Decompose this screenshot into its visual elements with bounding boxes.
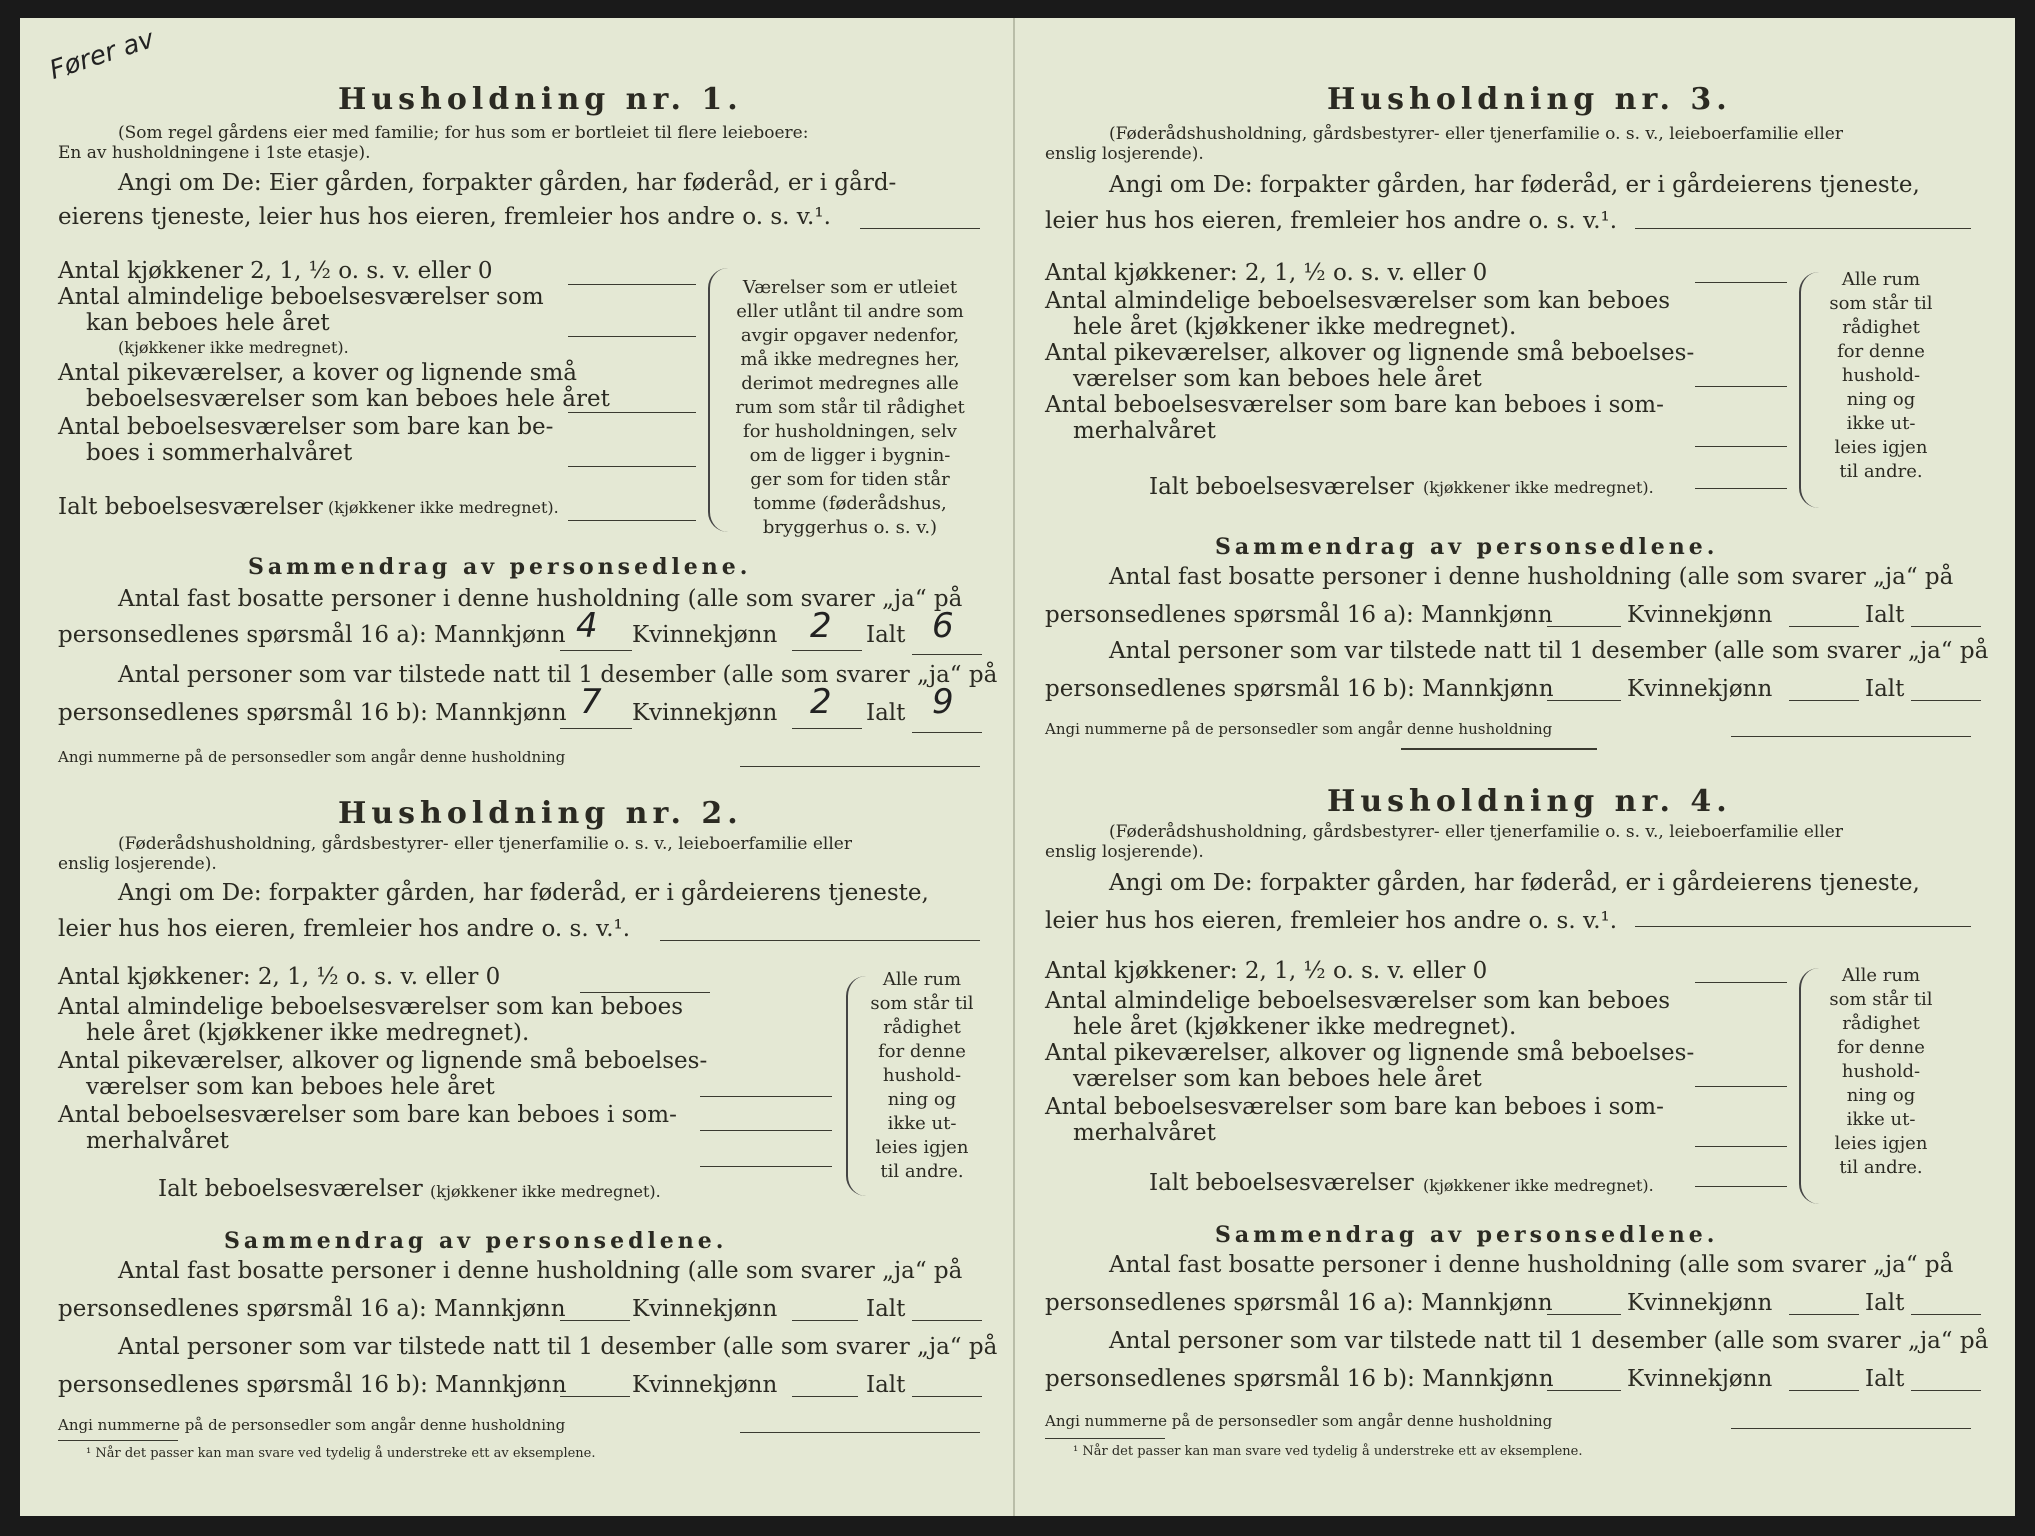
h3-mann-b-line bbox=[1547, 700, 1621, 701]
h2-ialt-note: (kjøkkener ikke medregnet). bbox=[430, 1182, 661, 1201]
h1-tilstede-line2: personsedlenes spørsmål 16 b): Mannkjønn bbox=[58, 700, 567, 726]
h4-almindelige-label-1: Antal almindelige beboelsesværelser som kan beboes bbox=[1045, 988, 1671, 1014]
h3-almindelige-label-2: hele året (kjøkkener ikke medregnet). bbox=[1073, 314, 1517, 340]
h3-kvinne-a-line bbox=[1789, 626, 1859, 627]
h3-pike-line bbox=[1695, 386, 1787, 387]
h4-angi-line2: leier hus hos eieren, fremleier hos andre o. s. v.¹. bbox=[1045, 908, 1618, 934]
h4-fast-line1: Antal fast bosatte personer i denne husholdning (alle som svarer „ja“ på bbox=[1109, 1252, 1954, 1278]
h4-ialt-b-label: Ialt bbox=[1865, 1366, 1905, 1392]
h2-ialt-a-label: Ialt bbox=[866, 1296, 906, 1322]
h3-ialt-b-label: Ialt bbox=[1865, 676, 1905, 702]
h1-pike-label-1: Antal pikeværelser, a kover og lignende små bbox=[58, 360, 577, 386]
corner-handwritten-note: Fører av bbox=[46, 24, 158, 86]
h1-kvinne-a-value: 2 bbox=[810, 606, 832, 646]
h4-nummerne-line bbox=[1731, 1428, 1971, 1429]
h2-angi-answer-line bbox=[660, 940, 980, 941]
h3-ialt-b-line bbox=[1911, 700, 1981, 701]
h2-pike-label-1: Antal pikeværelser, alkover og lignende små beboelses- bbox=[58, 1048, 708, 1074]
h1-tilstede-line1: Antal personer som var tilstede natt til 1 desember (alle som svarer „ja“ på bbox=[118, 662, 998, 688]
h4-pike-label-1: Antal pikeværelser, alkover og lignende små beboelses- bbox=[1045, 1040, 1695, 1066]
h4-sommer-label-1: Antal beboelsesværelser som bare kan beboes i som- bbox=[1045, 1094, 1664, 1120]
h1-pike-label-2: beboelsesværelser som kan beboes hele året bbox=[86, 386, 610, 412]
h4-kjokkener-line bbox=[1695, 982, 1787, 983]
h4-ialt-note: (kjøkkener ikke medregnet). bbox=[1423, 1176, 1654, 1195]
h2-tilstede-line1: Antal personer som var tilstede natt til 1 desember (alle som svarer „ja“ på bbox=[118, 1334, 998, 1360]
h4-ialt-line bbox=[1695, 1186, 1787, 1187]
h4-ialt-b-line bbox=[1911, 1390, 1981, 1391]
h1-fast-line1: Antal fast bosatte personer i denne husholdning (alle som svarer „ja“ på bbox=[118, 586, 963, 612]
h3-angi-line1: Angi om De: forpakter gården, har føderåd, er i gårdeierens tjeneste, bbox=[1109, 172, 1920, 198]
h1-kjokkener-label: Antal kjøkkener 2, 1, ½ o. s. v. eller 0 bbox=[58, 258, 493, 284]
h4-nummerne: Angi nummerne på de personsedler som angår denne husholdning bbox=[1045, 1412, 1553, 1430]
h1-ialt-b-label: Ialt bbox=[866, 700, 906, 726]
h1-mann-a-value: 4 bbox=[576, 606, 598, 646]
h2-sommer-label-1: Antal beboelsesværelser som bare kan beboes i som- bbox=[58, 1102, 677, 1128]
h3-kjokkener-label: Antal kjøkkener: 2, 1, ½ o. s. v. eller 0 bbox=[1045, 260, 1488, 286]
h4-mann-b-line bbox=[1547, 1390, 1621, 1391]
h4-tilstede-line1: Antal personer som var tilstede natt til 1 desember (alle som svarer „ja“ på bbox=[1109, 1328, 1989, 1354]
h4-note-line2: enslig losjerende). bbox=[1045, 842, 1204, 862]
h3-sommer-line bbox=[1695, 446, 1787, 447]
right-page bbox=[1015, 18, 2015, 1516]
h4-footnote: ¹ Når det passer kan man svare ved tydelig å understreke ett av eksemplene. bbox=[1073, 1444, 1583, 1459]
h2-tilstede-line2: personsedlenes spørsmål 16 b): Mannkjønn bbox=[58, 1372, 567, 1398]
h1-nummerne: Angi nummerne på de personsedler som angår denne husholdning bbox=[58, 748, 566, 766]
h3-mann-a-line bbox=[1547, 626, 1621, 627]
h4-kvinne-b-line bbox=[1789, 1390, 1859, 1391]
h1-pike-line bbox=[568, 412, 696, 413]
h4-ialt-label: Ialt beboelsesværelser bbox=[1149, 1170, 1414, 1196]
h2-fast-line1: Antal fast bosatte personer i denne husholdning (alle som svarer „ja“ på bbox=[118, 1258, 963, 1284]
h1-ialt-a-line bbox=[912, 654, 982, 655]
h4-angi-line1: Angi om De: forpakter gården, har føderåd, er i gårdeierens tjeneste, bbox=[1109, 870, 1920, 896]
h1-nummerne-line bbox=[740, 766, 980, 767]
h1-almindelige-line bbox=[568, 336, 696, 337]
h1-sommer-line bbox=[568, 466, 696, 467]
h2-mann-b-line bbox=[560, 1396, 630, 1397]
h4-fast-line2: personsedlenes spørsmål 16 a): Mannkjønn bbox=[1045, 1290, 1553, 1316]
h2-kvinne-a-label: Kvinnekjønn bbox=[632, 1296, 778, 1322]
h3-pike-label-2: værelser som kan beboes hele året bbox=[1073, 366, 1482, 392]
h3-kvinne-b-label: Kvinnekjønn bbox=[1627, 676, 1773, 702]
h3-kvinne-a-label: Kvinnekjønn bbox=[1627, 602, 1773, 628]
h3-ialt-a-line bbox=[1911, 626, 1981, 627]
h4-pike-label-2: værelser som kan beboes hele året bbox=[1073, 1066, 1482, 1092]
left-page bbox=[20, 18, 1013, 1516]
h3-fast-line1: Antal fast bosatte personer i denne husholdning (alle som svarer „ja“ på bbox=[1109, 564, 1954, 590]
h1-almindelige-label-2: kan beboes hele året bbox=[86, 310, 330, 336]
h2-kjokkener-label: Antal kjøkkener: 2, 1, ½ o. s. v. eller 0 bbox=[58, 964, 501, 990]
h2-nummerne: Angi nummerne på de personsedler som angår denne husholdning bbox=[58, 1416, 566, 1434]
h3-angi-line2: leier hus hos eieren, fremleier hos andre o. s. v.¹. bbox=[1045, 208, 1618, 234]
h2-ialt-b-line bbox=[912, 1396, 982, 1397]
h1-kvinne-a-label: Kvinnekjønn bbox=[632, 622, 778, 648]
h3-ialt-note: (kjøkkener ikke medregnet). bbox=[1423, 478, 1654, 497]
h2-angi-line1: Angi om De: forpakter gården, har føderåd, er i gårdeierens tjeneste, bbox=[118, 880, 929, 906]
h4-sommer-label-2: merhalvåret bbox=[1073, 1120, 1216, 1146]
h2-summary-title: Sammendrag av personsedlene. bbox=[224, 1228, 728, 1254]
h1-kvinne-b-value: 2 bbox=[810, 682, 832, 722]
h3-summary-title: Sammendrag av personsedlene. bbox=[1215, 534, 1719, 560]
h2-kvinne-b-label: Kvinnekjønn bbox=[632, 1372, 778, 1398]
h2-mann-a-line bbox=[560, 1320, 630, 1321]
h1-side-note: Værelser som er utleiet eller utlånt til andre som avgir opgaver nedenfor, må ikke medregnes her, derimot medregnes alle rum som står til rådighet for husholdningen, selv om de ligger i bygnin- ger som for tiden står tomme (føderådshus, bryggerhus o. s. v.) bbox=[735, 277, 965, 538]
h1-title: Husholdning nr. 1. bbox=[338, 82, 743, 117]
h1-kvinne-b-line bbox=[792, 728, 862, 729]
h4-kjokkener-label: Antal kjøkkener: 2, 1, ½ o. s. v. eller 0 bbox=[1045, 958, 1488, 984]
h2-kvinne-b-line bbox=[792, 1396, 858, 1397]
h2-note-line2: enslig losjerende). bbox=[58, 854, 217, 874]
h2-almindelige-label-2: hele året (kjøkkener ikke medregnet). bbox=[86, 1020, 530, 1046]
h3-nummerne-line bbox=[1731, 736, 1971, 737]
h3-nummerne: Angi nummerne på de personsedler som angår denne husholdning bbox=[1045, 720, 1553, 738]
h3-tilstede-line1: Antal personer som var tilstede natt til 1 desember (alle som svarer „ja“ på bbox=[1109, 638, 1989, 664]
h1-ialt-note: (kjøkkener ikke medregnet). bbox=[328, 498, 559, 517]
h3-sommer-label-2: merhalvåret bbox=[1073, 418, 1216, 444]
h1-note-line2: En av husholdningene i 1ste etasje). bbox=[58, 143, 371, 163]
h3-title: Husholdning nr. 3. bbox=[1327, 82, 1732, 117]
h1-kjokkener-line bbox=[568, 284, 696, 285]
h1-mann-b-line bbox=[560, 728, 632, 729]
h2-fast-line2: personsedlenes spørsmål 16 a): Mannkjønn bbox=[58, 1296, 566, 1322]
h1-fast-line2: personsedlenes spørsmål 16 a): Mannkjønn bbox=[58, 622, 566, 648]
h4-title: Husholdning nr. 4. bbox=[1327, 784, 1732, 819]
h2-angi-line2: leier hus hos eieren, fremleier hos andre o. s. v.¹. bbox=[58, 916, 631, 942]
h1-ialt-b-line bbox=[912, 732, 982, 733]
h4-ialt-a-label: Ialt bbox=[1865, 1290, 1905, 1316]
h1-kvinne-b-label: Kvinnekjønn bbox=[632, 700, 778, 726]
h3-note-line1: (Føderådshusholdning, gårdsbestyrer- eller tjenerfamilie o. s. v., leieboerfamilie eller bbox=[1109, 124, 1843, 144]
h3-side-note: Alle rum som står til rådighet for denne hushold- ning og ikke ut- leies igjen til andre. bbox=[1829, 269, 1933, 482]
h4-summary-title: Sammendrag av personsedlene. bbox=[1215, 1222, 1719, 1248]
h1-angi-line1: Angi om De: Eier gården, forpakter gården, har føderåd, er i gård- bbox=[118, 170, 897, 196]
h2-ialt-a-line bbox=[912, 1320, 982, 1321]
h1-mann-a-line bbox=[560, 650, 632, 651]
h1-angi-answer-line bbox=[860, 228, 980, 229]
h1-ialt-a-label: Ialt bbox=[866, 622, 906, 648]
h3-angi-answer-line bbox=[1635, 228, 1971, 229]
h3-kvinne-b-line bbox=[1789, 700, 1859, 701]
h3-ialt-label: Ialt beboelsesværelser bbox=[1149, 474, 1414, 500]
h4-note-line1: (Føderådshusholdning, gårdsbestyrer- eller tjenerfamilie o. s. v., leieboerfamilie eller bbox=[1109, 822, 1843, 842]
h2-pike-label-2: værelser som kan beboes hele året bbox=[86, 1074, 495, 1100]
h2-sommer-label-2: merhalvåret bbox=[86, 1128, 229, 1154]
h3-pike-label-1: Antal pikeværelser, alkover og lignende små beboelses- bbox=[1045, 340, 1695, 366]
h3-separator bbox=[1401, 748, 1597, 750]
h2-sommer-line bbox=[700, 1130, 832, 1131]
h3-tilstede-line2: personsedlenes spørsmål 16 b): Mannkjønn bbox=[1045, 676, 1554, 702]
h4-almindelige-label-2: hele året (kjøkkener ikke medregnet). bbox=[1073, 1014, 1517, 1040]
h1-ialt-line bbox=[568, 520, 696, 521]
h1-note-line1: (Som regel gårdens eier med familie; for hus som er bortleiet til flere leieboere: bbox=[118, 123, 809, 143]
h1-almindelige-note: (kjøkkener ikke medregnet). bbox=[118, 338, 349, 357]
h4-sommer-line bbox=[1695, 1146, 1787, 1147]
h1-sommer-label-1: Antal beboelsesværelser som bare kan be- bbox=[58, 414, 554, 440]
h3-ialt-a-label: Ialt bbox=[1865, 602, 1905, 628]
h2-footnote-rule bbox=[58, 1440, 178, 1441]
h4-kvinne-a-label: Kvinnekjønn bbox=[1627, 1290, 1773, 1316]
h4-pike-line bbox=[1695, 1086, 1787, 1087]
h3-fast-line2: personsedlenes spørsmål 16 a): Mannkjønn bbox=[1045, 602, 1553, 628]
h4-kvinne-b-label: Kvinnekjønn bbox=[1627, 1366, 1773, 1392]
h1-angi-line2: eierens tjeneste, leier hus hos eieren, fremleier hos andre o. s. v.¹. bbox=[58, 204, 831, 230]
h2-note-line1: (Føderådshusholdning, gårdsbestyrer- eller tjenerfamilie o. s. v., leieboerfamilie eller bbox=[118, 834, 852, 854]
h2-ialt-label: Ialt beboelsesværelser bbox=[158, 1176, 423, 1202]
h2-kjokkener-line bbox=[580, 992, 710, 993]
h2-almindelige-label-1: Antal almindelige beboelsesværelser som kan beboes bbox=[58, 994, 684, 1020]
h2-ialt-b-label: Ialt bbox=[866, 1372, 906, 1398]
h1-sommer-label-2: boes i sommerhalvåret bbox=[86, 440, 353, 466]
h1-almindelige-label-1: Antal almindelige beboelsesværelser som bbox=[58, 284, 544, 310]
h1-summary-title: Sammendrag av personsedlene. bbox=[248, 554, 752, 580]
h1-ialt-b-value: 9 bbox=[932, 682, 954, 722]
h4-mann-a-line bbox=[1547, 1314, 1621, 1315]
h4-footnote-rule bbox=[1045, 1438, 1165, 1439]
h1-ialt-a-value: 6 bbox=[932, 606, 954, 646]
h1-mann-b-value: 7 bbox=[580, 682, 602, 722]
h4-kvinne-a-line bbox=[1789, 1314, 1859, 1315]
h4-ialt-a-line bbox=[1911, 1314, 1981, 1315]
h3-kjokkener-line bbox=[1695, 282, 1787, 283]
h2-ialt-line bbox=[700, 1166, 832, 1167]
h4-side-note: Alle rum som står til rådighet for denne hushold- ning og ikke ut- leies igjen til andre. bbox=[1829, 965, 1933, 1178]
h2-pike-line bbox=[700, 1096, 832, 1097]
h4-angi-answer-line bbox=[1635, 926, 1971, 927]
h3-sommer-label-1: Antal beboelsesværelser som bare kan beboes i som- bbox=[1045, 392, 1664, 418]
h4-tilstede-line2: personsedlenes spørsmål 16 b): Mannkjønn bbox=[1045, 1366, 1554, 1392]
h1-ialt-label: Ialt beboelsesværelser bbox=[58, 494, 323, 520]
h2-nummerne-line bbox=[740, 1432, 980, 1433]
h2-side-note: Alle rum som står til rådighet for denne hushold- ning og ikke ut- leies igjen til andre. bbox=[870, 969, 974, 1182]
h1-kvinne-a-line bbox=[792, 650, 862, 651]
h2-title: Husholdning nr. 2. bbox=[338, 796, 743, 831]
h2-kvinne-a-line bbox=[792, 1320, 858, 1321]
h3-note-line2: enslig losjerende). bbox=[1045, 144, 1204, 164]
h2-footnote: ¹ Når det passer kan man svare ved tydelig å understreke ett av eksemplene. bbox=[86, 1446, 596, 1461]
h3-almindelige-label-1: Antal almindelige beboelsesværelser som kan beboes bbox=[1045, 288, 1671, 314]
h3-ialt-line bbox=[1695, 488, 1787, 489]
